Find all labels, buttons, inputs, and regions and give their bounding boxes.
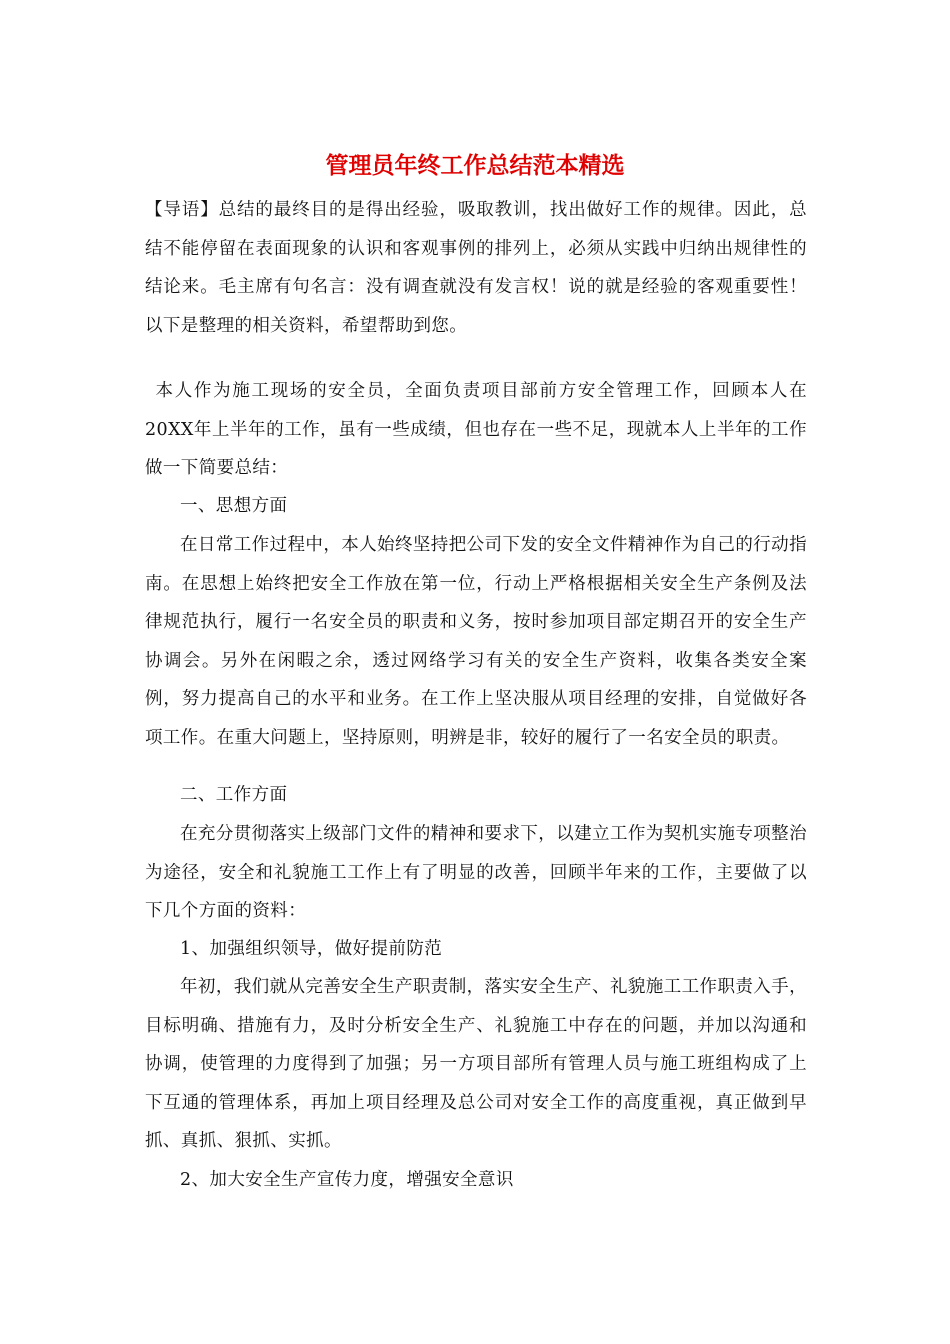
lead-paragraph: 【导语】总结的最终目的是得出经验，吸取教训，找出做好工作的规律。因此，总结不能停留在表面现象的认识和客观事例的排列上，必须从实践中归纳出规律性的结论来。毛主席有句名言：没有调查就没有发言权！说的就是经验的客观重要性！以下是整理的相关资料，希望帮助到您。 xyxy=(145,200,807,336)
section-heading-work: 二、工作方面 xyxy=(180,785,288,805)
document-title: 管理员年终工作总结范本精选 xyxy=(325,152,625,179)
subsection-body-organization: 年初，我们就从完善安全生产职责制，落实安全生产、礼貌施工工作职责入手，目标明确、措施有力，及时分析安全生产、礼貌施工中存在的问题，并加以沟通和协调，使管理的力度得到了加强；另一方项目部所有管理人员与施工班组构成了上下互通的管理体系，再加上项目经理及总公司对安全工作的高度重视，真正做到早抓、真抓、狠抓、实抓。 xyxy=(145,977,807,1152)
section-body-thought: 在日常工作过程中，本人始终坚持把公司下发的安全文件精神作为自己的行动指南。在思想上始终把安全工作放在第一位，行动上严格根据相关安全生产条例及法律规范执行，履行一名安全员的职责和义务，按时参加项目部定期召开的安全生产协调会。另外在闲暇之余，透过网络学习有关的安全生产资料，收集各类安全案例，努力提高自己的水平和业务。在工作上坚决服从项目经理的安排，自觉做好各项工作。在重大问题上，坚持原则，明辨是非，较好的履行了一名安全员的职责。 xyxy=(145,535,807,748)
section-body-work: 在充分贯彻落实上级部门文件的精神和要求下，以建立工作为契机实施专项整治为途径，安全和礼貌施工工作上有了明显的改善，回顾半年来的工作，主要做了以下几个方面的资料： xyxy=(145,824,807,922)
subheading-publicity: 2、加大安全生产宣传力度，增强安全意识 xyxy=(180,1170,514,1190)
intro-paragraph: 本人作为施工现场的安全员，全面负责项目部前方安全管理工作，回顾本人在20XX年上半年的工作，虽有一些成绩，但也存在一些不足，现就本人上半年的工作做一下简要总结： xyxy=(145,381,807,479)
section-heading-thought: 一、思想方面 xyxy=(180,496,288,516)
subheading-organization: 1、加强组织领导，做好提前防范 xyxy=(180,939,443,959)
